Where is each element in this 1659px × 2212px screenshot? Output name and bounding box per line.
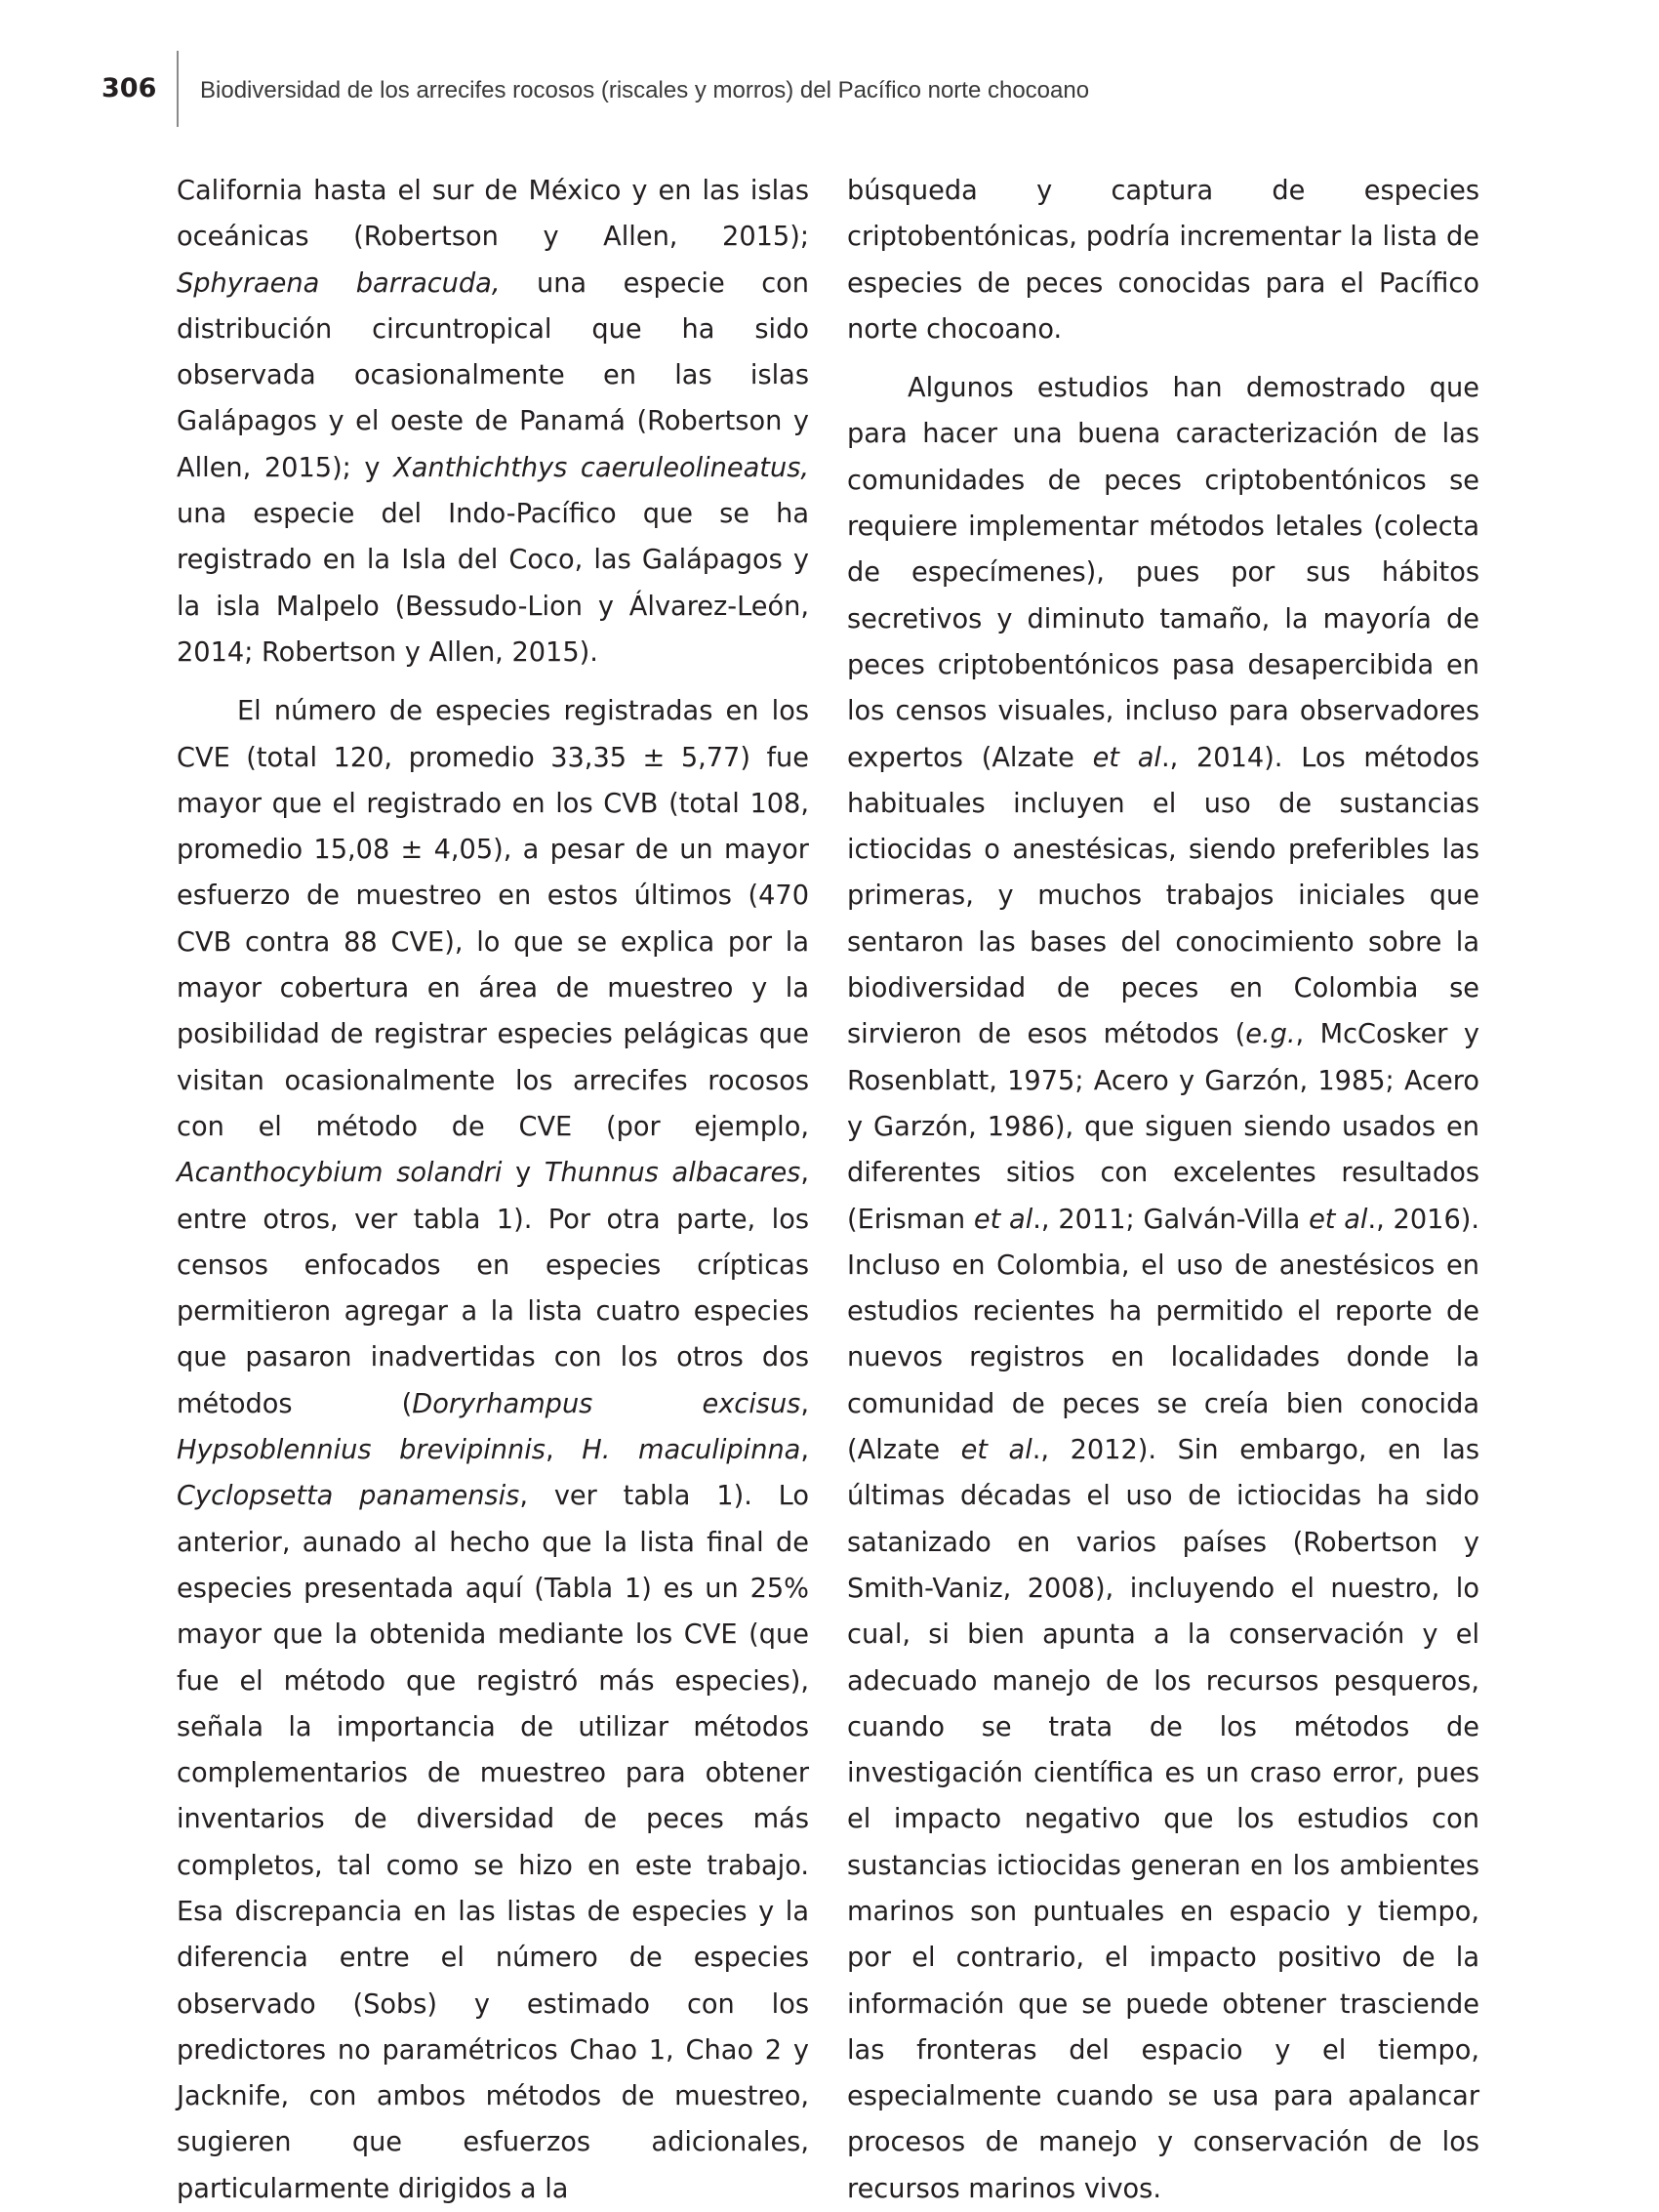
paragraph xyxy=(847,168,1479,352)
text-run: Algunos estudios han demostrado que para hacer una buena caracterización de las comunidades de peces criptobentónicos se requiere implementar métodos letales (colecta de especímenes), pues por sus hábitos secretivos y diminuto tamaño, la mayoría de peces criptobentónicos pasa desapercibida en los censos visuales, incluso para observadores expertos (Alzate xyxy=(847,373,1479,773)
species-name: Sphyraena barracuda, xyxy=(177,267,501,299)
text-run: una especie con distribución circuntropical que ha sido observada ocasionalmente en las islas Galápagos y el oeste de Panamá (Robertson y Allen, 2015); y xyxy=(177,267,810,483)
text-run: , xyxy=(545,1435,583,1466)
species-name: Xanthichthys caeruleolineatus, xyxy=(393,452,809,483)
right-column xyxy=(847,168,1479,2212)
page-number: 306 xyxy=(101,73,157,103)
left-column xyxy=(177,168,809,2212)
text-run: , xyxy=(800,1435,809,1466)
species-name: Hypsoblennius brevipinnis xyxy=(177,1435,546,1466)
text-run: ., 2012). Sin embargo, en las últimas décadas el uso de ictiocidas ha sido satanizado en varios países (Robertson y Smith-Vaniz, 2008), incluyendo el nuestro, lo cual, si bien apunta a la conservación y el adecuado manejo de los recursos pesqueros, cuando se trata de los métodos de investigación científica es un craso error, pues el impacto negativo que los estudios con sustancias ictiocidas generan en los ambientes marinos son puntuales en espacio y tiempo, por el contrario, el impacto positivo de la información que se puede obtener trasciende las fronteras del espacio y el tiempo, especialmente cuando se usa para apalancar procesos de manejo y conservación de los recursos marinos vivos. xyxy=(847,1435,1479,2204)
text-run: ., 2011; Galván-Villa xyxy=(1032,1204,1310,1235)
text-run: ., 2016). Incluso en Colombia, el uso de anestésicos en estudios recientes ha permitido el reporte de nuevos registros en localidades donde la comunidad de peces se creía bien conocida (Alzate xyxy=(847,1204,1479,1466)
text-run: California hasta el sur de México y en las islas oceánicas (Robertson y Allen, 2015); xyxy=(177,176,809,253)
species-name: Cyclopsetta panamensis xyxy=(177,1481,520,1512)
text-run: ., 2014). Los métodos habituales incluyen el uso de sustancias ictiocidas o anestésicas, siendo preferibles las primeras, y muchos trabajos iniciales que sentaron las bases del conocimiento sobre la biodiversidad de peces en Colombia se sirvieron de esos métodos ( xyxy=(847,742,1479,1050)
species-name: H. maculipinna xyxy=(582,1435,801,1466)
text-run: El número de especies registradas en los CVE (total 120, promedio 33,35 ± 5,77) fue mayor que el registrado en los CVB (total 108, promedio 15,08 ± 4,05), a pesar de un mayor esfuerzo de muestreo en estos últimos (470 CVB contra 88 CVE), lo que se explica por la mayor cobertura en área de muestreo y la posibilidad de registrar especies pelágicas que visitan ocasionalmente los arrecifes rocosos con el método de CVE (por ejemplo, xyxy=(177,696,809,1142)
citation-italic: et al xyxy=(960,1435,1032,1466)
species-name: Doryrhampus excisus xyxy=(412,1388,801,1419)
header-divider xyxy=(177,51,179,127)
text-run: búsqueda y captura de especies criptobentónicas, podría incrementar la lista de especies de peces conocidas para el Pacífico norte chocoano. xyxy=(847,176,1479,345)
running-title: Biodiversidad de los arrecifes rocosos (riscales y morros) del Pacífico norte chocoano xyxy=(200,77,1090,103)
species-name: Acanthocybium solandri xyxy=(177,1158,503,1189)
paragraph xyxy=(177,688,809,2212)
text-run: y xyxy=(502,1158,545,1189)
citation-italic: et al xyxy=(973,1204,1033,1235)
text-run: una especie del Indo-Pacífico que se ha registrado en la Isla del Coco, las Galápagos y la isla Malpelo (Bessudo-Lion y Álvarez-León, 2014; Robertson y Allen, 2015). xyxy=(177,499,809,668)
text-run: , McCosker y Rosenblatt, 1975; Acero y Garzón, 1985; Acero y Garzón, 1986), que siguen siendo usados en diferentes sitios con excelentes resultados (Erisman xyxy=(847,1019,1479,1235)
citation-italic: et al xyxy=(1092,742,1161,773)
text-run: , xyxy=(800,1388,809,1419)
species-name: Thunnus albacares xyxy=(544,1158,801,1189)
citation-italic: et al xyxy=(1309,1204,1368,1235)
citation-italic: e.g. xyxy=(1245,1019,1296,1050)
text-run: , ver tabla 1). Lo anterior, aunado al hecho que la lista final de especies presentada aquí (Tabla 1) es un 25% mayor que la obtenida mediante los CVE (que fue el método que registró más especies), señala la importancia de utilizar métodos complementarios de muestreo para obtener inventarios de diversidad de peces más completos, tal como se hizo en este trabajo. Esa discrepancia en las listas de especies y la diferencia entre el número de especies observado (Sobs) y estimado con los predictores no paramétricos Chao 1, Chao 2 y Jacknife, con ambos métodos de muestreo, sugieren que esfuerzos adicionales, particularmente dirigidos a la xyxy=(177,1481,809,2204)
page-header xyxy=(0,0,1659,137)
paragraph xyxy=(177,168,809,676)
paragraph xyxy=(847,365,1479,2212)
text-run: , entre otros, ver tabla 1). Por otra parte, los censos enfocados en especies crípticas permitieron agregar a la lista cuatro especies que pasaron inadvertidas con los otros dos métodos ( xyxy=(177,1158,809,1419)
